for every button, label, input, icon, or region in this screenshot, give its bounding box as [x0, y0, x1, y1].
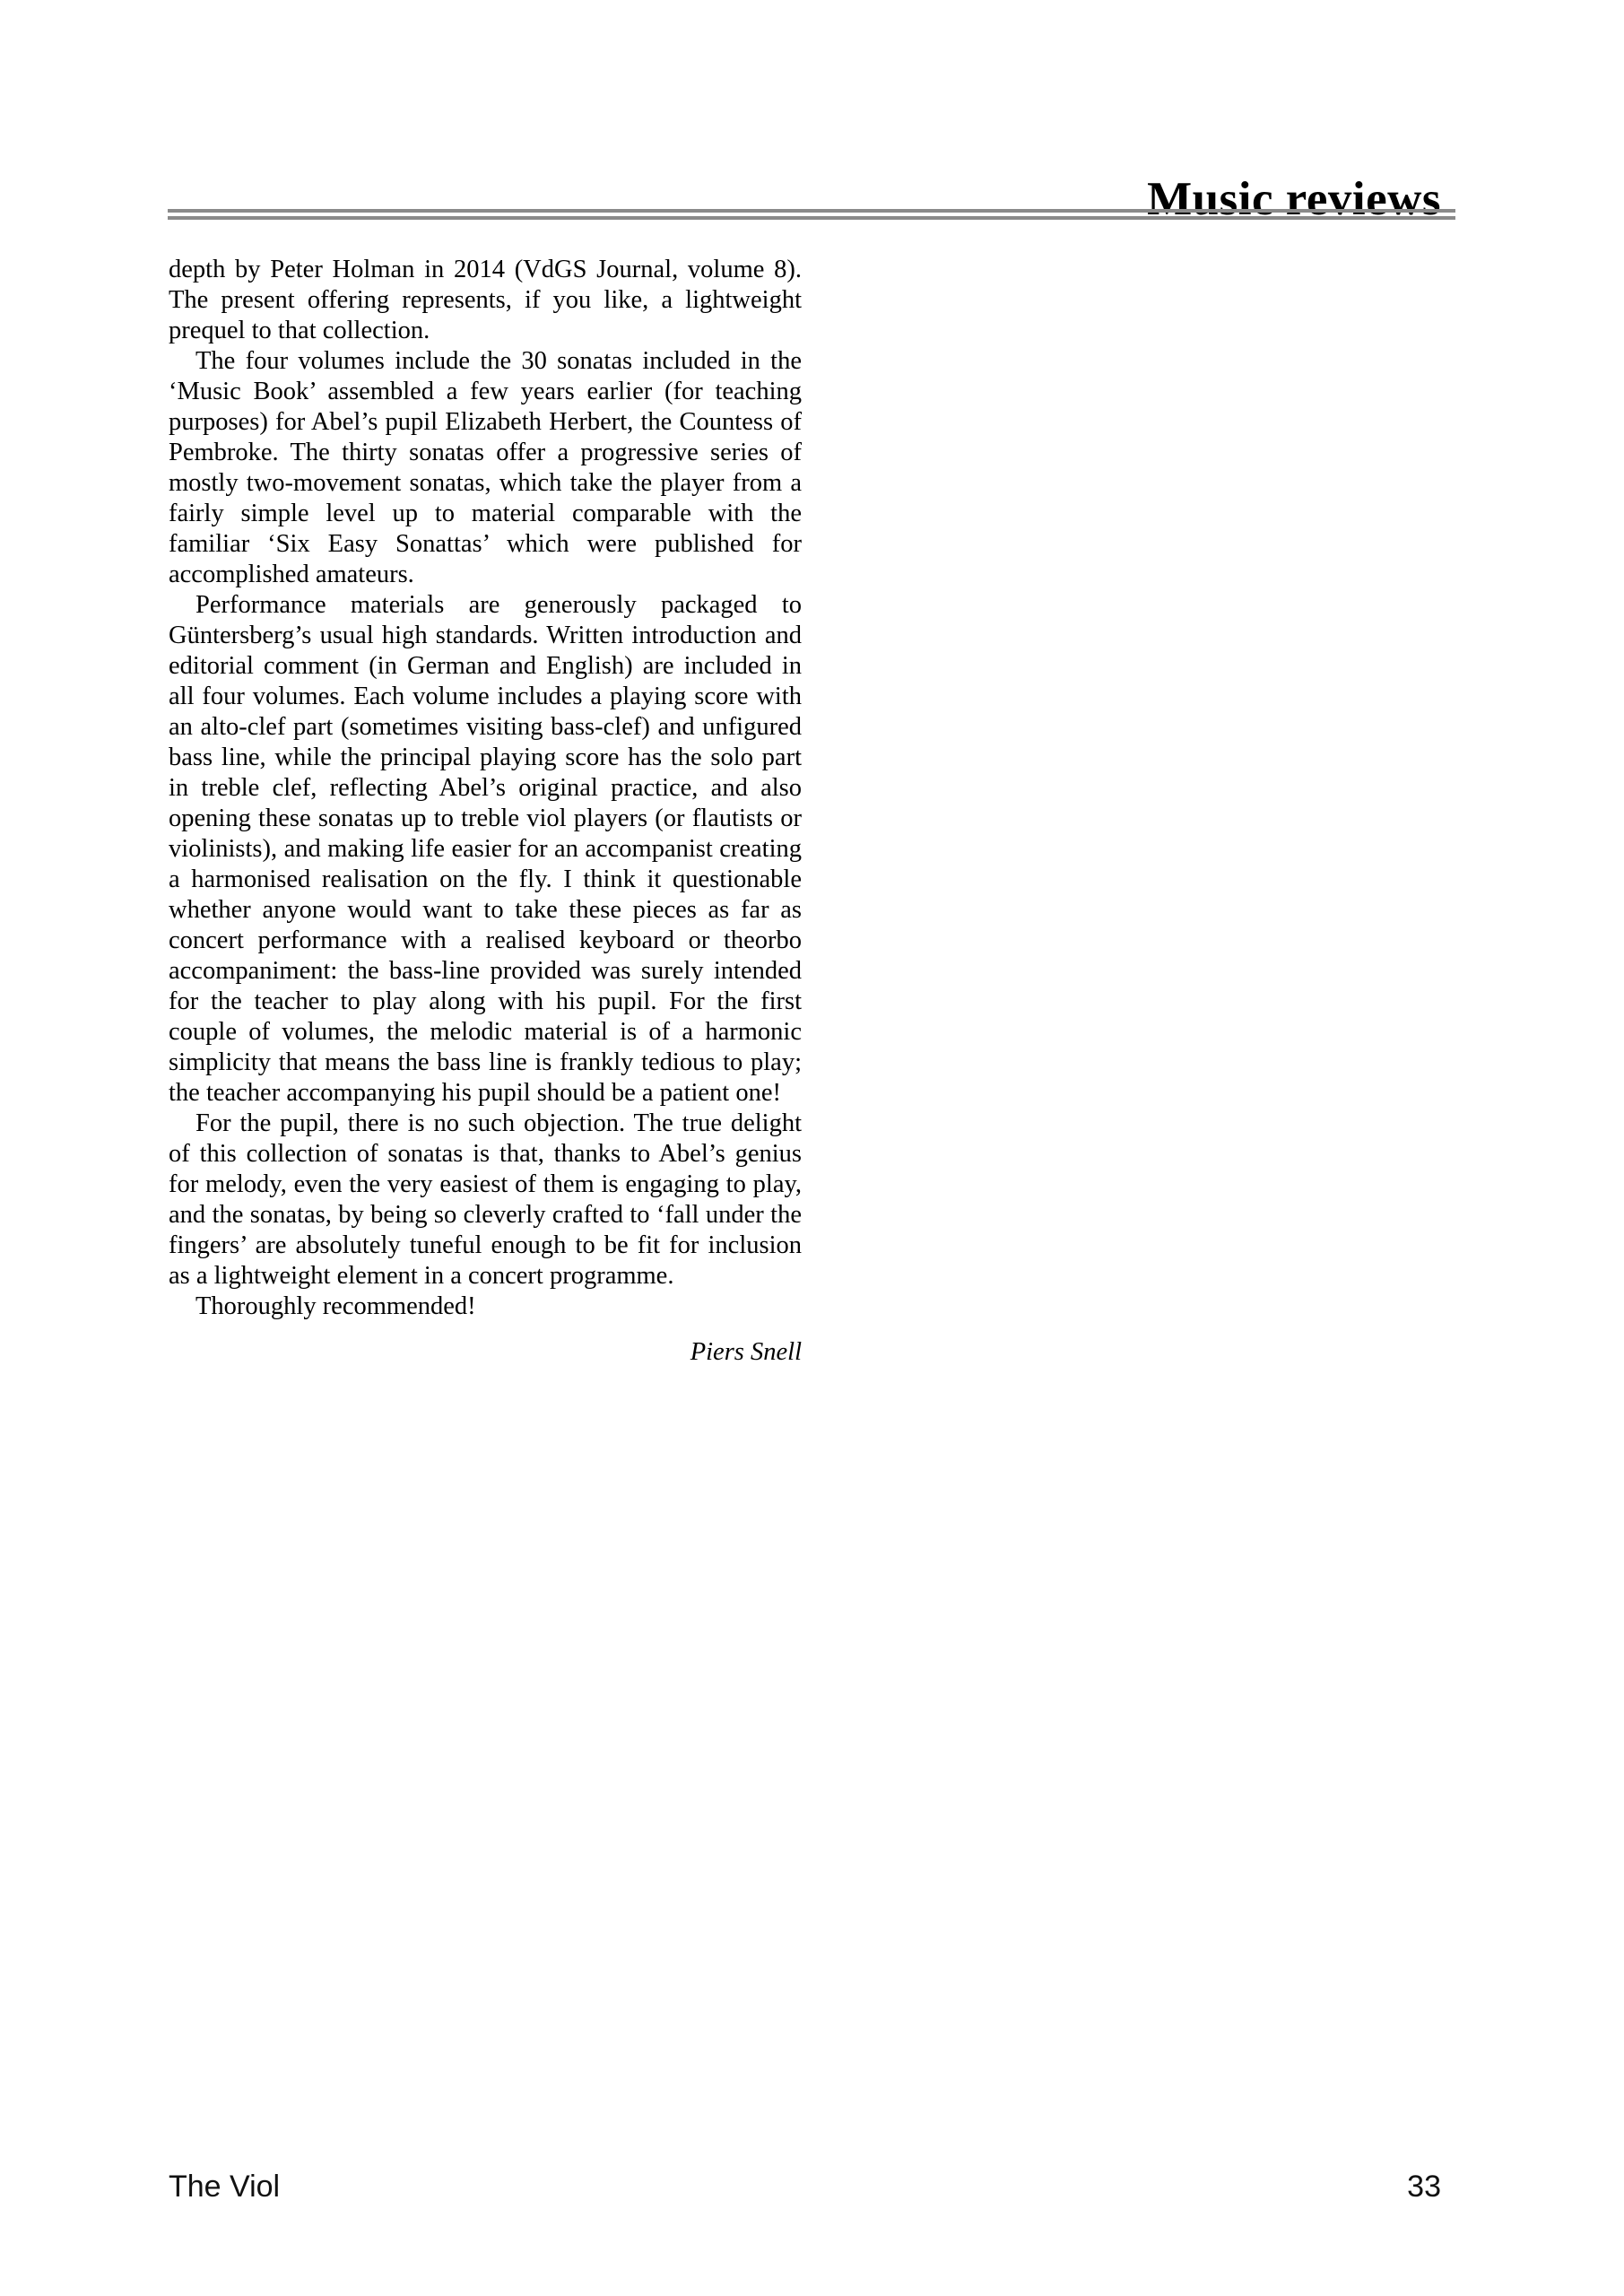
paragraph: Thoroughly recommended!: [195, 1292, 476, 1320]
page-title: Music reviews: [1147, 172, 1441, 225]
paragraph: For the pupil, there is no such objection. The true delight of this collection of sonatas is that, thanks to Abel’s genius for melody, even the very easiest of them is engaging to play, and the sonatas, by being so cleverly crafted to ‘fall under the fingers’ are absolutely tuneful enough to be fit for inclusion as a lightweight element in a concert programme.: [169, 1109, 802, 1290]
page-footer: [169, 2171, 1441, 2202]
paragraph: The four volumes include the 30 sonatas included in the ‘Music Book’ assembled a few years earlier (for teaching purposes) for Abel’s pupil Elizabeth Herbert, the Countess of Pembroke. The thirty sonatas offer a progressive series of mostly two-movement sonatas, which take the player from a fairly simple level up to material comparable with the familiar ‘Six Easy Sonattas’ which were published for accomplished amateurs.: [169, 347, 802, 588]
double-rule-divider: [168, 209, 1455, 220]
paragraph: Performance materials are generously packaged to Güntersberg’s usual high standards. Written introduction and editorial comment (in German and English) are included in all four volumes. Each volume includes a playing score with an alto-clef part (sometimes visiting bass-clef) and unfigured bass line, while the principal playing score has the solo part in treble clef, reflecting Abel’s original practice, and also opening these sonatas up to treble viol players (or flautists or violinists), and making life easier for an accompanist creating a harmonised realisation on the fly. I think it questionable whether anyone would want to take these pieces as far as concert performance with a realised keyboard or theorbo accompaniment: the bass-line provided was surely intended for the teacher to play along with his pupil. For the first couple of volumes, the melodic material is of a harmonic simplicity that means the bass line is frankly tedious to play; the teacher accompanying his pupil should be a patient one!: [169, 591, 802, 1107]
page-number: 33: [1407, 2170, 1441, 2204]
paragraph: depth by Peter Holman in 2014 (VdGS Journal, volume 8). The present offering represents, if you like, a lightweight prequel to that collection.: [169, 256, 802, 344]
journal-name: The Viol: [169, 2170, 281, 2204]
review-article-column: [169, 255, 802, 1368]
reviewer-signature: Piers Snell: [690, 1338, 802, 1366]
